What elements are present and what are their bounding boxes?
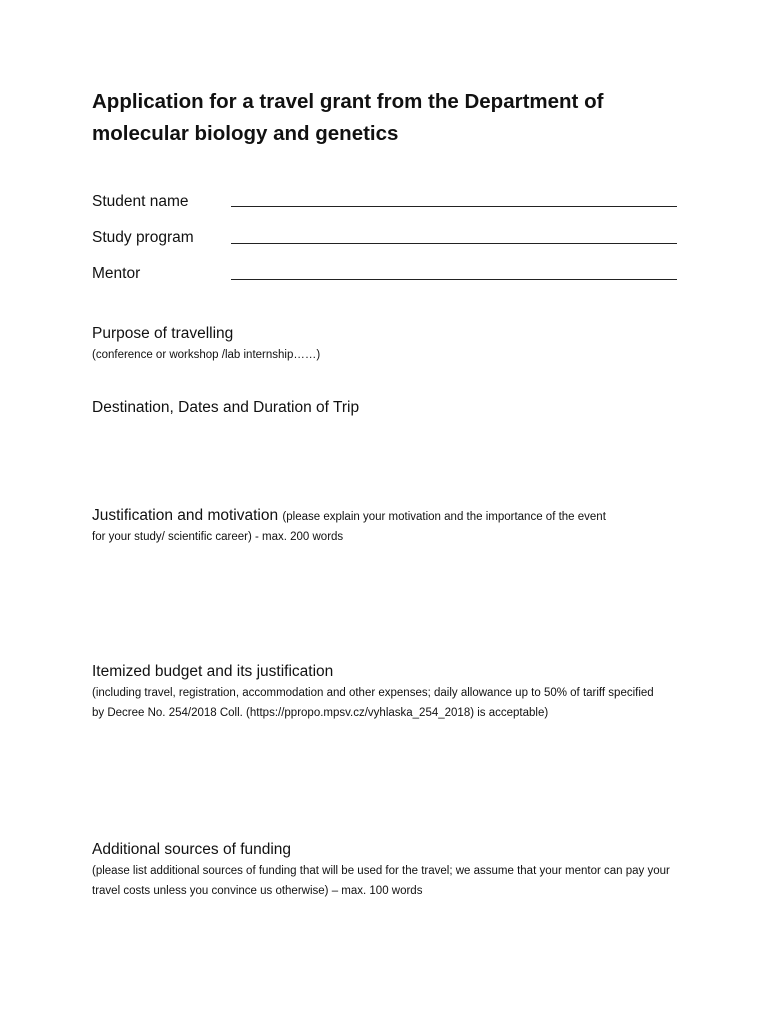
mentor-label: Mentor (92, 265, 141, 282)
study-program-field[interactable] (231, 243, 677, 244)
justification-note: (please explain your motivation and the importance of the event (282, 511, 606, 523)
purpose-heading: Purpose of travelling (92, 325, 234, 342)
justification-heading: Justification and motivation (92, 507, 279, 524)
justification-heading-line (92, 506, 702, 527)
form-title: Application for a travel grant from the Department of molecular biology and genetics (92, 90, 604, 145)
destination-heading: Destination, Dates and Duration of Trip (92, 399, 360, 416)
funding-note: (please list additional sources of funding that will be used for the travel; we assume that your mentor can pay your travel costs unless you convince us otherwise) – max. 100 words (92, 865, 670, 897)
mentor-field[interactable] (231, 279, 677, 280)
student-name-field[interactable] (231, 206, 677, 207)
study-program-label: Study program (92, 229, 194, 246)
student-name-label: Student name (92, 193, 189, 210)
funding-heading: Additional sources of funding (92, 841, 292, 858)
purpose-note: (conference or workshop /lab internship……) (92, 349, 321, 361)
budget-heading: Itemized budget and its justification (92, 663, 334, 680)
justification-note-continued: for your study/ scientific career) - max. 200 words (92, 531, 344, 543)
budget-note: (including travel, registration, accommodation and other expenses; daily allowance up to 50% of tariff specified by Decree No. 254/2018 Coll. (https://ppropo.mpsv.cz/vyhlaska_254_2018) is acceptable) (92, 687, 654, 719)
